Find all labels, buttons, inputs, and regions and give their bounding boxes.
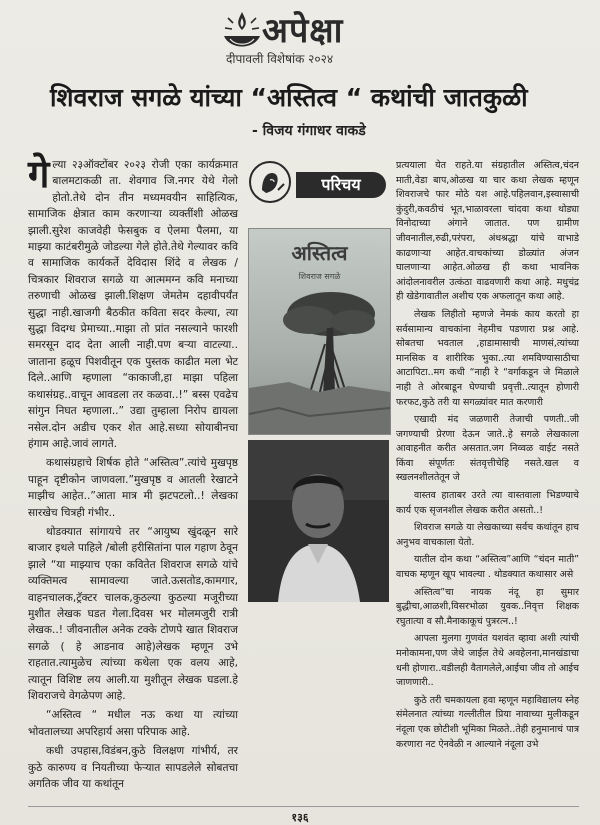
paragraph: एखादी मंद जळणारी तेजाची पणती..जी जगण्याची प्रेरणा देऊन जाते..हे सगळे लेखकाला आवाहनीत करीत असतात.जग निव्वळ वाईट नसते किंवा संपूर्णतः संतवृत्तीचेहि नसते.खल व स्खलनशीलतेतून जे bbox=[396, 414, 579, 484]
paragraph: यातील दोन कथा “अस्तित्व”आणि “चंदन माती” वाचक म्हणून खूप भावल्या . थोडक्यात कथासार असे bbox=[396, 554, 579, 581]
paragraph: प्रत्ययाला येत राहते.या संग्रहातील अस्तित्व,चंदन माती,वेडा बाप,ओळख या चार कथा लेखक म्हणून शिवराजचे फार मोठे यश आहे.पहिलवान,इस्वासाची कुंदुरी,कवठीचं भूत,भाळावरला चांदवा कथा थोड्या विनोदाच्या अंगाने जातात. पण ग्रामीण जीवनातील,रुढी,परंपरा, अंधश्रद्धा यांचे वाभाडे काढणाऱ्या आहेत.वाचकांच्या डोळ्यांत अंजन घालणाऱ्या आहेत.ओळख ही कथा भावनिक आंदोलनावरील उत्कंठा वाढवणारी कथा आहे. मधुचंद्र ही खेडेगावातील अशीच एक अफलातून कथा आहे. bbox=[396, 160, 579, 303]
introduction-badge bbox=[248, 160, 389, 208]
book-cover bbox=[248, 228, 391, 435]
paragraph: वास्तव हाताबर उरते त्या वास्तवाला भिडण्याचे कार्य एक सृजनशील लेखक करीत असतो..! bbox=[396, 490, 579, 516]
magazine-title: अपेक्षा bbox=[262, 11, 344, 51]
right-column bbox=[396, 159, 579, 755]
article-headline: शिवराज सगळे यांच्या “अस्तित्व “ कथांची जातकुळी bbox=[50, 83, 528, 112]
introduction-label: परिचय bbox=[296, 172, 386, 198]
paragraph: गेल्या २३ऑक्टोंबर २०२३ रोजी एका कार्यक्रमात बालमटाकळी ता. शेवगाव जि.नगर येथे गेलो होतो.तेथे दोन तीन मध्यमवयीन साहित्यिक, सामाजिक क्षेत्रात काम करणाऱ्या व्यक्तींशी ओळख झाली.सुरेश काजवेही फेसबुक व ऐलमा पैलमा, या माझ्या काटंबरीमुळे जोडल्या गेले होते.तेथे गेल्यावर कवि व सामाजिक कार्यकर्ते देविदास शिंदे व लेखक / चित्रकार शिवराज सगळे या आत्ममग्न कवि मनाच्या तरुणाची ओळख झाली.शिक्षण जेमतेम दहावीपर्यंत सुद्धा नाही.खाजगी बैठकीत कविता सदर केल्या, त्या सुद्धा विदग्ध प्रेमाच्या..माझा तो प्रांत नसल्याने फारशी समरसून दाद देता आली नाही.पण बऱ्या वाटल्या.. जाताना हळूच पिशवीतून एक पुस्तक काढीत मला भेट दिले..आणि म्हणाला “काकाजी,हा माझा पहिला कथासंग्रह..वाचून आवडला तर कळवा..!” बस्स एवढेच सांगुन निघत म्हणाला..” उद्या तुम्हाला निरोप द्यायला नसेल.दोन अडीच एकर शेत आहे.सध्या सोयाबीनचा हंगाम आहे.जावं लागते. bbox=[28, 151, 238, 450]
paragraph: शिवराज सगळे या लेखकाच्या सर्वच कथांतून हाच अनुभव वाचकाला येतो. bbox=[396, 522, 579, 548]
paragraph: कुठे तरी चमकायला हवा म्हणून महाविद्यालय स्नेह संमेलनात त्यांच्या गल्लीतील प्रिया नावाच्या मुलीकडून नंदूला एक छोटीशी भूमिका मिळते..तेही हनुमानाचं पात्र करणारा नट ऐनवेळी न आल्याने नंदूला उभे bbox=[396, 694, 579, 750]
paragraph: कथासंग्रहाचे शिर्षक होते “अस्तित्व”.त्यांचे मुखपृष्ठ पाहून दृष्टीकोन जाणवला.”मुखपृष्ठ व आतली रेखाटने माझीच आहेत..”आता मात्र मी झटपटलो..! लेखका सारखेच चित्रही गंभीर.. bbox=[28, 457, 238, 519]
paragraph: आपला मुलगा गुणवंत यशवंत व्हावा अशी त्यांची मनोकामना,पण जेथे जाईल तेथे अवहेलना,मानखंडाचा धनी होणारा..वडीलही वैतागलेले,आईचा जीव तो आईच जाणणारी.. bbox=[396, 633, 579, 689]
person-silhouette bbox=[248, 440, 389, 602]
drop-cap: गे bbox=[28, 151, 50, 196]
paragraph: लेखक लिहीतो म्हणजे नेमकं काय करतो हा सर्वसामान्य वाचकांना नेहमीच पडणारा प्रश्न आहे. सोबतचा भवताल ,हाडामासाची माणसं,त्यांच्या मानसिक व शारीरिक भुका..त्या शमविण्यासाठीचा आटापिटा..मग कधी “नाही रे “वर्गाकडून जे मिळाले नाही ते ओरबाडून घेण्याची प्रवृत्ती..त्यातून होणारी फरफट,कुठे तरी या सगळ्यांवर मात करणारी bbox=[396, 308, 579, 408]
diya-lamp-icon bbox=[222, 10, 262, 54]
page-number: १३६ bbox=[291, 811, 309, 824]
writer-portrait-icon bbox=[248, 160, 292, 204]
footer-divider bbox=[28, 806, 579, 807]
author-photo bbox=[248, 440, 389, 602]
book-author: शिवराज सगळे bbox=[298, 272, 341, 281]
tree-illustration bbox=[249, 284, 390, 434]
book-title: अस्तित्व bbox=[291, 241, 348, 265]
left-column bbox=[28, 151, 238, 795]
paragraph: कधी उपहास,विडंबन,कुठे विलक्षण गांभीर्य, तर कुठे कारुण्य व नियतीच्या फेऱ्यात सापडलेले सोबतचा अगतिक जीव या कथांतून bbox=[28, 745, 238, 791]
article-author: - विजय गंगाधर वाकडे bbox=[252, 123, 366, 139]
paragraph: “अस्तित्व “ मधील नऊ कथा या त्यांच्या भोवतालच्या अपरिहार्य असा परिपाक आहे. bbox=[28, 709, 238, 738]
issue-label: दीपावली विशेषांक २०२४ bbox=[226, 52, 334, 66]
masthead bbox=[0, 4, 600, 70]
paragraph: थोडक्यात सांगायचे तर “आयुष्य खुंदळून सारे बाजार इथले पाहिले /बोली हरीसितांना पाल गहाण ठेवून झाले “या माझ्याच एका कवितेत शिवराज सगळे यांचे व्यक्तिमत्व सामावल्या जाते.ऊसतोड,कामगार, वाहनचालक,ट्रॅक्टर चालक,कुठल्या कुठल्या मजूरीच्या मुशीत लेखक घडत गेला.दिवस भर मोलमजुरी रात्री लेखक..! जीवनातील अनेक टक्के टोणपे खात शिवराज सगळे ( हे आडनाव आहे)लेखक म्हणून उभे राहतात.त्यामुळेच त्यांच्या कथेला एक वलय आहे, त्यातून विशिष्ट लय आली.या मुशीतून लेखक घडला.हे शिवराजचे वेगळेपण आहे. bbox=[28, 525, 238, 702]
paragraph: अस्तित्व”चा नायक नंदू हा सुमार बुद्धीचा,आळशी,विसरभोळा युवक..निवृत्त शिक्षक रघुतात्या व सौ.मैनाकाकूचं पुत्ररत्न..! bbox=[396, 586, 579, 627]
